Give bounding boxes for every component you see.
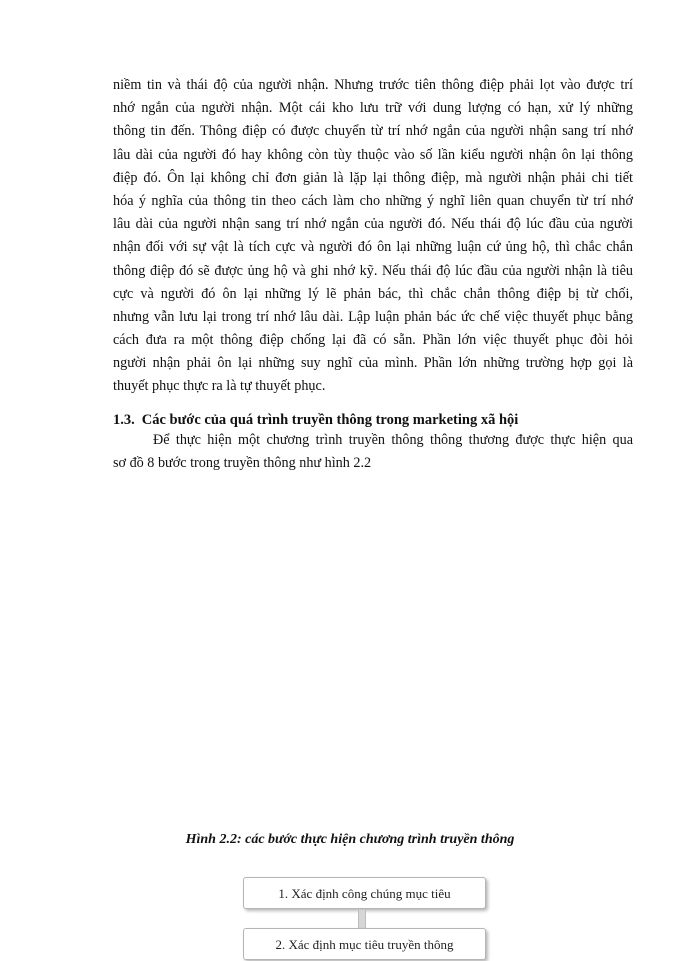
paragraph-line: niềm tin và thái độ của người nhận. Nhưng trước tiên thông điệp phải lọt vào được trí bbox=[113, 77, 633, 93]
paragraph-line: thuyết phục thực ra là tự thuyết phục. bbox=[113, 378, 326, 395]
paragraph-line: người nhận phải ôn lại những suy nghĩ của mình. Phần lớn những trường hợp gọi là bbox=[113, 355, 633, 372]
step-box-2: 2. Xác định mục tiêu truyền thông bbox=[243, 928, 486, 960]
body-paragraph bbox=[113, 74, 633, 399]
paragraph-line: lâu dài của người nhận sang trí nhớ ngắn của người đó. Nếu thái độ lúc đầu của người bbox=[113, 216, 633, 233]
paragraph-line: nhận đối với sự vật là tích cực và người đó ôn lại những luận cứ ủng hộ, thì chắc chắn bbox=[113, 239, 633, 256]
paragraph-line: nhưng vẫn lưu lại trong trí nhớ lâu dài. Lập luận phản bác ức chế việc thuyết phục bằng bbox=[113, 308, 633, 325]
paragraph-line: lâu dài của người đó hay không còn tùy thuộc vào số lần kiểu người nhận ôn lại thông bbox=[113, 146, 633, 163]
section-heading bbox=[113, 409, 518, 431]
paragraph-line: nhớ ngắn của người nhận. Một cái kho lưu trữ với dung lượng có hạn, xử lý những bbox=[113, 100, 633, 117]
paragraph-line: cực và người đó ôn lại những lý lẽ phản bác, thì chắc chắn thông điệp bị từ chối, bbox=[113, 285, 633, 302]
paragraph-line: hóa ý nghĩa của thông tin theo cách làm cho những ý nghĩ liên quan chuyển từ trí nhớ bbox=[113, 192, 633, 209]
section-number: 1.3. bbox=[113, 412, 135, 428]
step-box-1: 1. Xác định công chúng mục tiêu bbox=[243, 877, 486, 909]
intro-paragraph bbox=[113, 429, 633, 475]
arrow-connector bbox=[358, 910, 366, 928]
paragraph-line: điệp đó. Ôn lại không chỉ đơn giản là lặp lại thông điệp, mà người nhận phải chi tiết bbox=[113, 169, 633, 186]
paragraph-line: sơ đồ 8 bước trong truyền thông như hình 2.2 bbox=[113, 455, 372, 472]
paragraph-line: cách đưa ra một thông điệp chống lại đã có sẵn. Phần lớn việc thuyết phục đòi hỏi bbox=[113, 332, 633, 349]
paragraph-line: thông tin đến. Thông điệp có được chuyển từ trí nhớ ngắn của người nhận sang trí nhớ bbox=[113, 123, 633, 140]
figure-caption: Hình 2.2: các bước thực hiện chương trình truyền thông bbox=[185, 832, 515, 847]
section-title: Các bước của quá trình truyền thông trong marketing xã hội bbox=[141, 412, 519, 428]
paragraph-line: Để thực hiện một chương trình truyền thông thông thương được thực hiện qua bbox=[153, 432, 633, 448]
paragraph-line: thông điệp đó sẽ được ủng hộ và ghi nhớ kỹ. Nếu thái độ lúc đầu của người nhận là tiêu bbox=[113, 262, 633, 279]
